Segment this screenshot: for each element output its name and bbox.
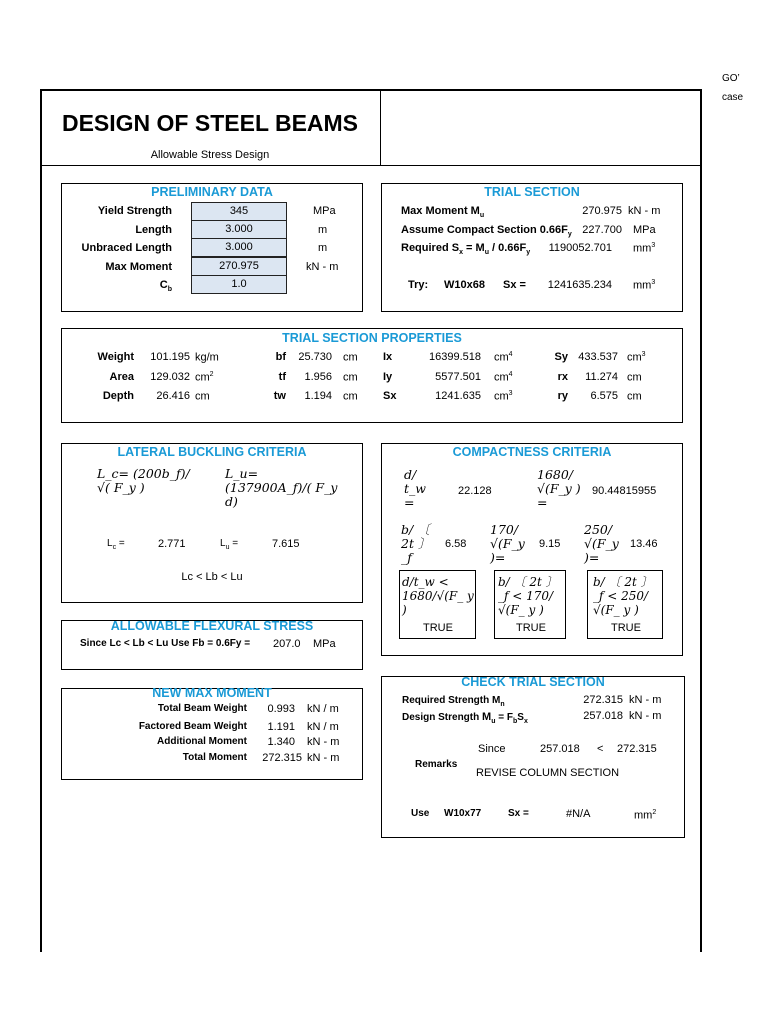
prop-label: Iy xyxy=(383,371,393,383)
new-moment-unit: kN / m xyxy=(307,703,339,715)
prelim-label-cb: $C_b$ xyxy=(159,279,172,294)
check-remarks-label: Remarks xyxy=(415,759,458,770)
allowable-stress-title: ALLOWABLE FLEXURAL STRESS xyxy=(110,619,314,633)
allowable-value: 207.0 xyxy=(273,638,301,650)
lu-value: 7.615 xyxy=(272,538,300,550)
allowable-text: Since Lc < Lb < Lu Use Fb = 0.6Fy = xyxy=(80,638,251,649)
compactness-title: COMPACTNESS CRITERIA xyxy=(452,445,612,459)
check3-formula: b/ 〔 2t 〕 _f < 250/√(F_ y ) xyxy=(593,575,653,617)
trial-try-label: Try: xyxy=(408,279,429,291)
frame-left xyxy=(40,89,42,952)
prop-label: bf xyxy=(275,351,286,363)
preliminary-title: PRELIMINARY DATA xyxy=(151,185,273,199)
prop-value: 25.730 xyxy=(298,351,332,363)
prop-unit: cm xyxy=(627,390,642,403)
lim1-formula: 1680/ √(F_y ) = xyxy=(537,467,581,510)
check-use-label: Use xyxy=(411,808,430,819)
check-sx-unit: $mm^2$ xyxy=(634,809,657,822)
check-required-value: 272.315 xyxy=(583,694,623,706)
section-properties-title: TRIAL SECTION PROPERTIES xyxy=(282,331,462,345)
new-moment-panel xyxy=(61,688,363,780)
bt-formula: b/ 〔 2t 〕_f xyxy=(401,522,431,565)
prop-label: Sy xyxy=(554,351,568,363)
check2-formula: b/ 〔 2t 〕 _f < 170/√(F_ y ) xyxy=(498,575,558,617)
prop-label: tf xyxy=(278,371,286,383)
lim3-value: 13.46 xyxy=(630,538,658,550)
prop-value: 433.537 xyxy=(578,351,618,363)
prop-value: 16399.518 xyxy=(429,351,481,363)
prelim-label-length: Length xyxy=(135,224,172,236)
check-design-unit: kN - m xyxy=(629,710,662,722)
prop-label: Area xyxy=(109,371,134,383)
prop-label: Ix xyxy=(383,351,393,363)
page-subtitle: Allowable Stress Design xyxy=(150,149,270,161)
prop-unit: $cm^4$ xyxy=(494,371,513,384)
prelim-unit-unbraced: m xyxy=(318,242,328,254)
check-since-op: < xyxy=(597,743,604,755)
new-moment-label: Factored Beam Weight xyxy=(138,721,247,732)
corner-text-1: GO’ xyxy=(722,73,740,84)
new-moment-value: 0.993 xyxy=(267,703,295,715)
check1-result: TRUE xyxy=(423,622,453,634)
prop-value: 5577.501 xyxy=(435,371,481,383)
lim2-formula: 170/ √(F_y )= xyxy=(490,522,525,565)
prelim-unit-moment: kN - m xyxy=(306,261,339,273)
prop-label: Depth xyxy=(102,390,134,402)
trial-compact-value: 227.700 xyxy=(582,224,622,236)
new-moment-label: Additional Moment xyxy=(157,736,247,747)
prop-label: rx xyxy=(557,371,568,383)
lateral-buckling-title: LATERAL BUCKLING CRITERIA xyxy=(117,445,307,459)
prop-label: Weight xyxy=(97,351,134,363)
trial-try-unit: $mm^3$ xyxy=(633,279,656,292)
header-vdivider xyxy=(380,89,381,166)
prop-unit: cm xyxy=(627,371,642,384)
prop-label: Sx xyxy=(383,390,397,402)
prop-value: 6.575 xyxy=(590,390,618,402)
new-moment-value: 1.191 xyxy=(267,721,295,733)
allowable-unit: MPa xyxy=(313,638,336,650)
check-sx-value: #N/A xyxy=(566,808,591,820)
trial-compact-unit: MPa xyxy=(633,224,656,236)
page-title: DESIGN OF STEEL BEAMS xyxy=(61,110,359,136)
lateral-relation: Lc < Lb < Lu xyxy=(181,571,243,583)
header-divider xyxy=(40,165,702,166)
new-moment-title: NEW MAX MOMENT xyxy=(152,686,272,700)
trial-try-section: W10x68 xyxy=(444,279,485,291)
new-moment-unit: kN - m xyxy=(307,736,340,748)
lim3-formula: 250/ √(F_y )= xyxy=(584,522,619,565)
check-required-label: Required Strength $M_n$ xyxy=(402,695,505,708)
prop-unit: $cm^4$ xyxy=(494,351,513,364)
corner-text-2: case xyxy=(722,92,744,103)
check1-formula: d/t_w < 1680/√(F_ y ) xyxy=(402,575,474,617)
trial-try-sx-value: 1241635.234 xyxy=(547,279,612,291)
dtw-value: 22.128 xyxy=(458,485,492,497)
trial-try-sx-label: Sx = xyxy=(503,279,526,291)
lu-formula: L_u= (137900A_f)/( F_y d) xyxy=(225,466,338,509)
trial-required-value: 1190052.701 xyxy=(548,242,612,254)
prop-label: tw xyxy=(273,390,286,402)
check-since-b: 272.315 xyxy=(617,743,657,755)
unbraced-length-input[interactable]: 3.000 xyxy=(191,238,287,257)
prop-value: 129.032 xyxy=(150,371,190,383)
prop-value: 1.194 xyxy=(304,390,332,402)
check-remarks-value: REVISE COLUMN SECTION xyxy=(476,767,620,779)
cb-input[interactable]: 1.0 xyxy=(191,275,287,294)
prop-unit: cm xyxy=(195,390,210,403)
prelim-label-yield: Yield Strength xyxy=(97,205,172,217)
prelim-unit-length: m xyxy=(318,224,328,236)
lc-formula: L_c= (200b_f)/√( F_y ) xyxy=(97,466,190,495)
new-moment-value: 272.315 xyxy=(262,752,302,764)
trial-required-label: Required $S_x = M_u / 0.66F_y$ xyxy=(401,242,531,257)
prop-unit: $cm^3$ xyxy=(494,390,513,403)
prop-unit: cm xyxy=(343,351,358,364)
trial-compact-label: Assume Compact Section $0.66F_y$ xyxy=(401,224,572,239)
trial-section-title: TRIAL SECTION xyxy=(484,185,580,199)
lc-value: 2.771 xyxy=(158,538,186,550)
check-sx-label: Sx = xyxy=(508,808,529,819)
check-required-unit: kN - m xyxy=(629,694,662,706)
prop-unit: $cm^2$ xyxy=(195,371,214,384)
check-design-value: 257.018 xyxy=(583,710,623,722)
prop-unit: cm xyxy=(343,371,358,384)
trial-max-moment-label: Max Moment $M_u$ xyxy=(401,205,485,220)
check3-result: TRUE xyxy=(611,622,641,634)
check-use-section: W10x77 xyxy=(444,808,482,819)
dtw-formula: d/ t_w = xyxy=(404,467,426,510)
frame-top xyxy=(40,89,702,91)
frame-right xyxy=(700,89,702,952)
lu-label: $L_u$ = xyxy=(220,538,239,551)
prop-value: 11.274 xyxy=(585,371,618,383)
prelim-label-unbraced: Unbraced Length xyxy=(81,242,172,254)
prop-label: ry xyxy=(557,390,568,402)
prop-unit: cm xyxy=(343,390,358,403)
prop-value: 26.416 xyxy=(156,390,190,402)
trial-max-moment-unit: kN - m xyxy=(628,205,661,217)
prop-value: 101.195 xyxy=(150,351,190,363)
check-trial-title: CHECK TRIAL SECTION xyxy=(461,675,605,689)
prelim-label-moment: Max Moment xyxy=(105,261,172,273)
prop-unit: kg/m xyxy=(195,351,219,364)
check2-result: TRUE xyxy=(516,622,546,634)
lim2-value: 9.15 xyxy=(539,538,561,550)
bt-value: 6.58 xyxy=(445,538,467,550)
yield-strength-input[interactable]: 345 xyxy=(191,202,287,221)
new-moment-unit: kN / m xyxy=(307,721,339,733)
prelim-unit-yield: MPa xyxy=(313,205,336,217)
prop-value: 1241.635 xyxy=(435,390,481,402)
new-moment-label: Total Beam Weight xyxy=(157,703,247,714)
lim1-value: 90.44815955 xyxy=(592,485,657,497)
prop-unit: $cm^3$ xyxy=(627,351,646,364)
trial-required-unit: $mm^3$ xyxy=(633,242,656,255)
new-moment-unit: kN - m xyxy=(307,752,340,764)
check-design-label: Design Strength $M_u = F_bS_x$ xyxy=(402,711,528,725)
length-input[interactable]: 3.000 xyxy=(191,220,287,239)
trial-max-moment-value: 270.975 xyxy=(582,205,622,217)
check-since-label: Since xyxy=(478,743,506,755)
new-moment-value: 1.340 xyxy=(267,736,295,748)
prop-value: 1.956 xyxy=(304,371,332,383)
lc-label: $L_c$ = xyxy=(107,538,125,551)
new-moment-label: Total Moment xyxy=(182,752,247,763)
max-moment-input[interactable]: 270.975 xyxy=(191,257,287,276)
check-since-a: 257.018 xyxy=(540,743,580,755)
